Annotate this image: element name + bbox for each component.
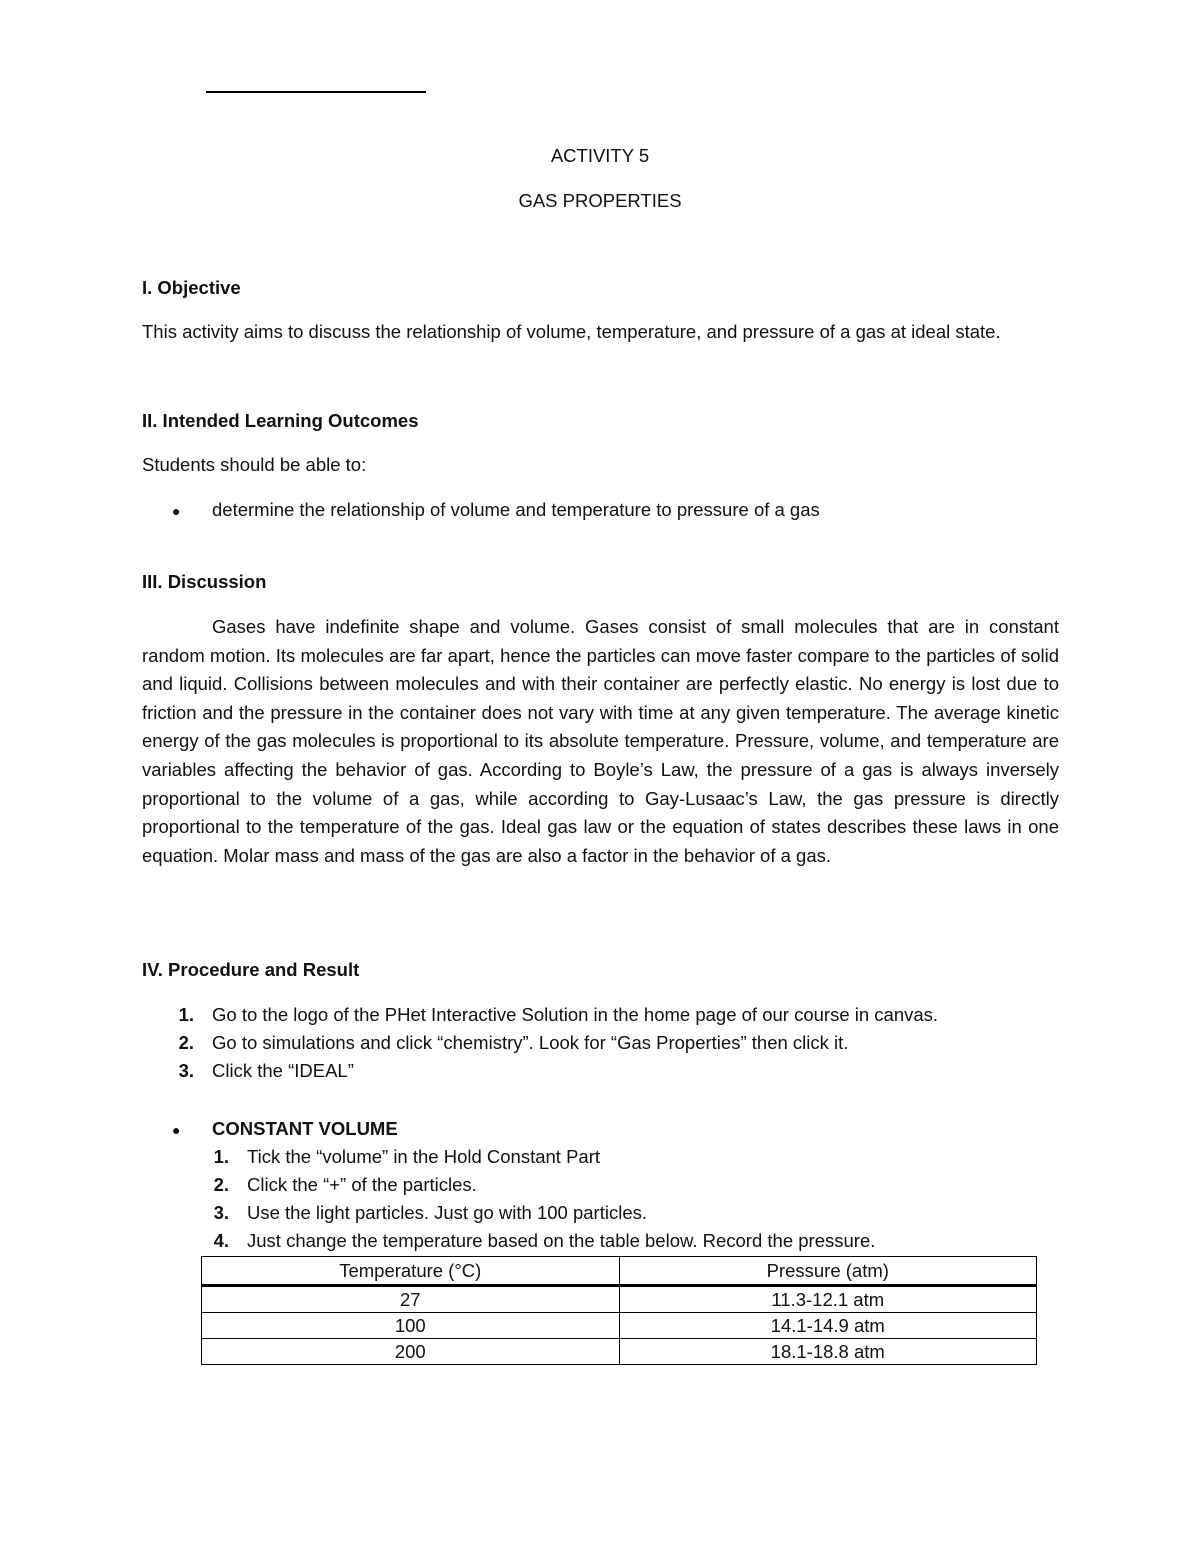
constant-volume-step [207, 1230, 875, 1252]
table-row [202, 1339, 1037, 1365]
discussion-body [142, 613, 1059, 870]
procedure-step [172, 1060, 354, 1082]
cell-pressure: 18.1-18.8 atm [619, 1339, 1037, 1365]
constant-volume-step [207, 1202, 647, 1224]
cell-temperature: 100 [202, 1313, 620, 1339]
step-text: Go to the logo of the PHet Interactive Solution in the home page of our course in canvas. [212, 1004, 939, 1025]
discussion-paragraph: Gases have indefinite shape and volume. Gases consist of small molecules that are in constant random motion. Its molecules are far apart, hence the particles can move faster compare to the particles of solid and liquid. Collisions between molecules and with their container are perfectly elastic. No energy is lost due to friction and the pressure in the container does not vary with time at any given temperature. The average kinetic energy of the gas molecules is proportional to its absolute temperature. Pressure, volume, and temperature are variables affecting the behavior of gas. According to Boyle’s Law, the pressure of a gas is always inversely proportional to the volume of a gas, while according to Gay-Lusaac’s Law, the gas pressure is directly proportional to the temperature of the gas. Ideal gas law or the equation of states describes these laws in one equation. Molar mass and mass of the gas are also a factor in the behavior of a gas. [142, 616, 1059, 866]
outcome-item-text: determine the relationship of volume and temperature to pressure of a gas [212, 499, 820, 520]
bullet-icon: ● [172, 503, 181, 519]
cell-pressure: 11.3-12.1 atm [619, 1286, 1037, 1313]
activity-title: ACTIVITY 5 [550, 145, 650, 166]
procedure-heading: IV. Procedure and Result [142, 959, 360, 980]
bullet-icon: ● [172, 1122, 181, 1138]
constant-volume-item [172, 1118, 398, 1140]
table-row [202, 1286, 1037, 1313]
column-header-pressure: Pressure (atm) [619, 1257, 1037, 1286]
objective-text: This activity aims to discuss the relationship of volume, temperature, and pressure of a gas at ideal state. [142, 321, 1001, 342]
temperature-pressure-table [201, 1256, 1037, 1365]
step-number: 2. [213, 1174, 229, 1195]
step-number: 1. [213, 1146, 229, 1167]
activity-subtitle: GAS PROPERTIES [518, 190, 682, 211]
table-row [202, 1313, 1037, 1339]
step-text: Go to simulations and click “chemistry”. Look for “Gas Properties” then click it. [212, 1032, 849, 1053]
step-text: Tick the “volume” in the Hold Constant Part [247, 1146, 601, 1167]
step-number: 3. [178, 1060, 194, 1081]
table-header-row [202, 1257, 1037, 1286]
objective-heading: I. Objective [142, 277, 241, 298]
cell-temperature: 27 [202, 1286, 620, 1313]
discussion-heading: III. Discussion [142, 571, 267, 592]
step-number: 4. [213, 1230, 229, 1251]
outcome-item [172, 499, 820, 521]
step-text: Click the “+” of the particles. [247, 1174, 477, 1195]
outcomes-heading: II. Intended Learning Outcomes [142, 410, 419, 431]
constant-volume-step [207, 1174, 477, 1196]
step-text: Just change the temperature based on the table below. Record the pressure. [247, 1230, 876, 1251]
constant-volume-label: CONSTANT VOLUME [212, 1118, 398, 1139]
step-number: 3. [213, 1202, 229, 1223]
cell-temperature: 200 [202, 1339, 620, 1365]
column-header-temperature: Temperature (°C) [202, 1257, 620, 1286]
step-text: Click the “IDEAL” [212, 1060, 354, 1081]
procedure-step [172, 1004, 938, 1026]
step-text: Use the light particles. Just go with 100 particles. [247, 1202, 647, 1223]
name-underline [206, 91, 426, 93]
constant-volume-step [207, 1146, 600, 1168]
step-number: 2. [178, 1032, 194, 1053]
cell-pressure: 14.1-14.9 atm [619, 1313, 1037, 1339]
procedure-step [172, 1032, 848, 1054]
outcomes-intro: Students should be able to: [142, 454, 367, 475]
step-number: 1. [178, 1004, 194, 1025]
